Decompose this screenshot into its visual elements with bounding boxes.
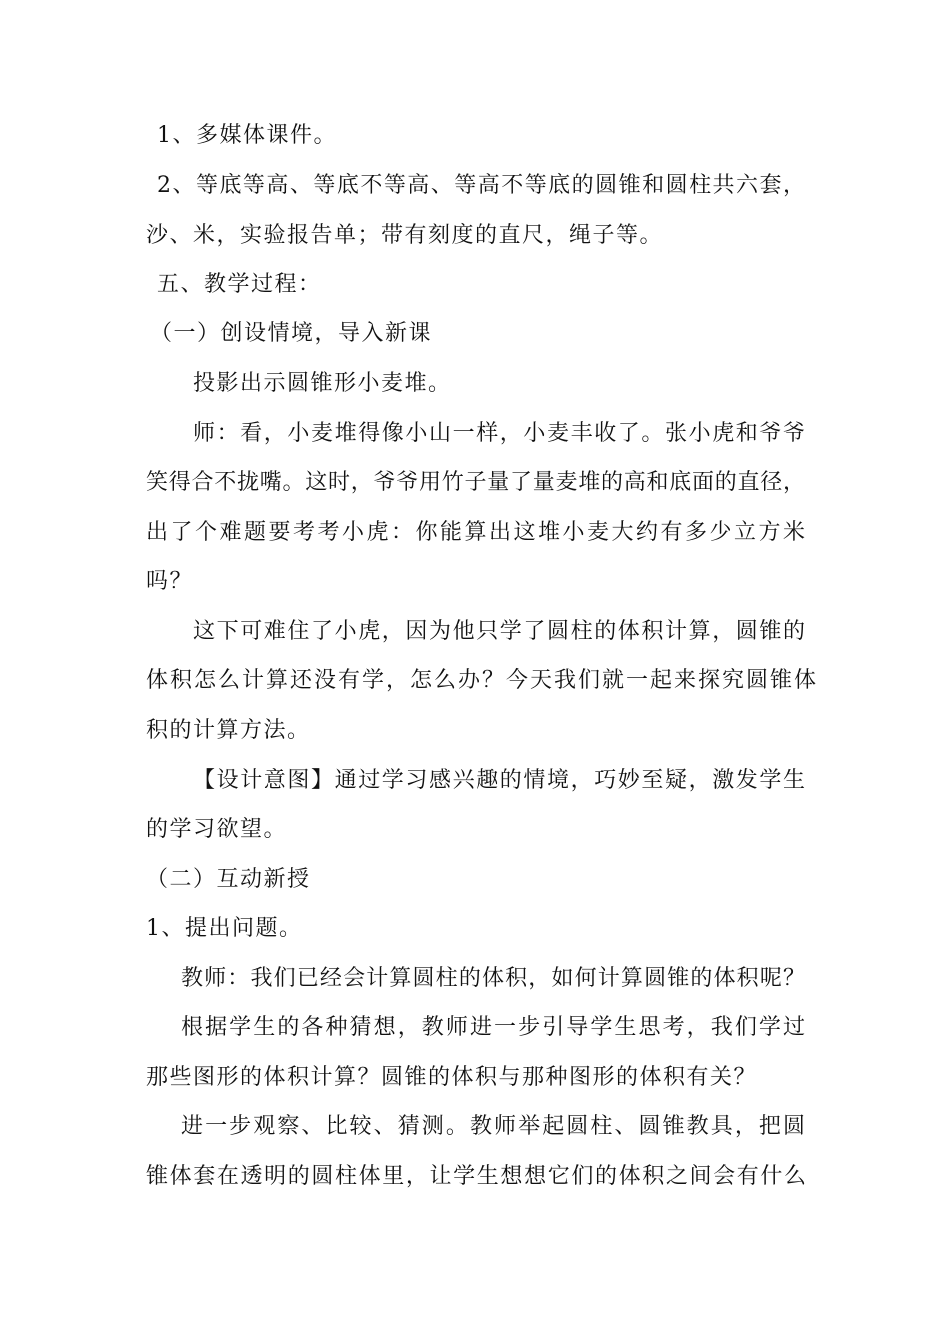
paragraph-line: 根据学生的各种猜想，教师进一步引导学生思考，我们学过 [181, 1015, 805, 1040]
list-item-1: 1、多媒体课件。 [157, 123, 337, 148]
subsection-heading: （二）互动新授 [146, 867, 311, 892]
paragraph-line: 积的计算方法。 [146, 718, 311, 743]
paragraph-line: 吗？ [146, 569, 194, 594]
paragraph-line: 的学习欲望。 [146, 817, 288, 842]
paragraph-line: 锥体套在透明的圆柱体里，让学生想想它们的体积之间会有什么 [146, 1164, 806, 1189]
paragraph-line: 沙、米，实验报告单；带有刻度的直尺，绳子等。 [146, 223, 664, 248]
paragraph-line: 投影出示圆锥形小麦堆。 [193, 371, 452, 396]
list-item: 1、提出问题。 [146, 916, 303, 941]
section-heading: 五、教学过程： [157, 272, 322, 297]
subsection-heading: （一）创设情境，导入新课 [150, 321, 433, 346]
paragraph-line: 师：看，小麦堆得像小山一样，小麦丰收了。张小虎和爷爷 [193, 421, 805, 446]
paragraph-line: 教师：我们已经会计算圆柱的体积，如何计算圆锥的体积呢？ [181, 966, 805, 991]
list-item-2: 2、等底等高、等底不等高、等高不等底的圆锥和圆柱共六套， [157, 173, 805, 198]
paragraph-line: 体积怎么计算还没有学，怎么办？今天我们就一起来探究圆锥体 [146, 668, 816, 693]
design-intent: 【设计意图】通过学习感兴趣的情境，巧妙至疑，激发学生 [193, 768, 805, 793]
paragraph-line: 这下可难住了小虎，因为他只学了圆柱的体积计算，圆锥的 [193, 619, 805, 644]
paragraph-line: 那些图形的体积计算？圆锥的体积与那种图形的体积有关？ [146, 1065, 758, 1090]
paragraph-line: 进一步观察、比较、猜测。教师举起圆柱、圆锥教具，把圆 [181, 1114, 805, 1139]
paragraph-line: 笑得合不拢嘴。这时，爷爷用竹子量了量麦堆的高和底面的直径， [146, 470, 805, 495]
paragraph-line: 出了个难题要考考小虎：你能算出这堆小麦大约有多少立方米 [146, 520, 805, 545]
